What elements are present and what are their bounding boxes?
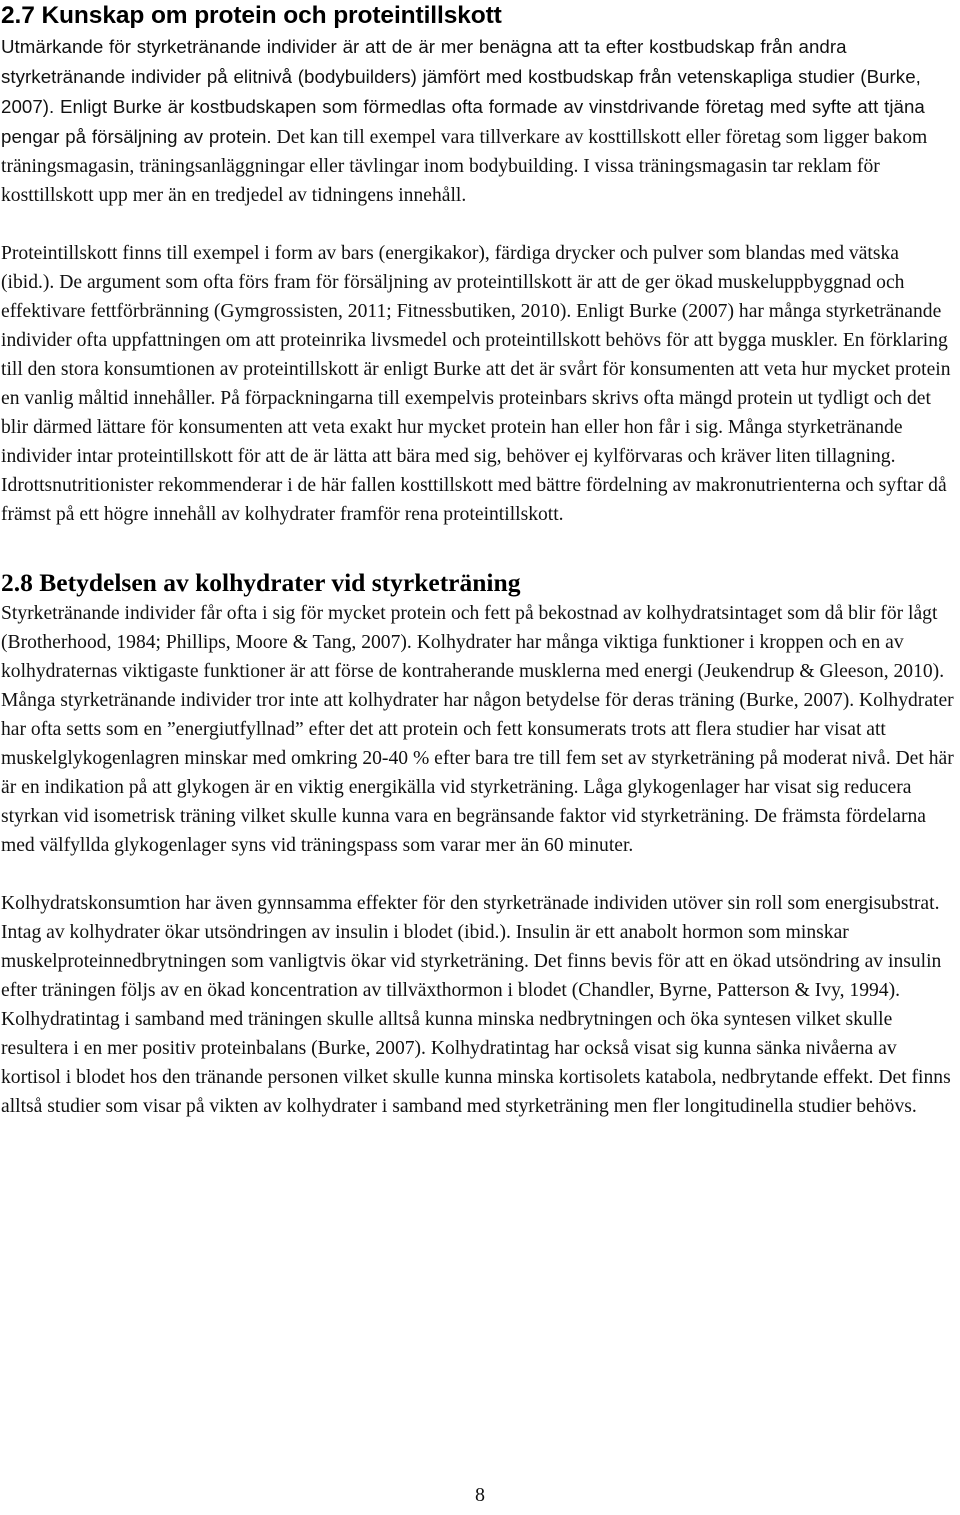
paragraph-protein-marketing-part-1: Utmärkande för styrketränande individer är att de är mer benägna att ta efter kostbudskap från andra styrketränande individer på elitnivå (bodybuilders) jämfört med kostbudskap från vetenskapliga studier (Burke, 2007). Enligt Burke är kostbudskapen som förmedlas ofta formade av vinstdrivande företag med syfte att tjäna pengar på försäljning av protein. [1,36,925,147]
paragraph-carbohydrate-importance: Styrketränande individer får ofta i sig för mycket protein och fett på bekostnad av kolhydratsintaget som då blir för lågt (Brotherhood, 1984; Phillips, Moore & Tang, 2007). Kolhydrater har många viktiga funktioner i kroppen och en av kolhydraternas viktigaste funktioner är att förse de kontraherande musklerna med energi (Jeukendrup & Gleeson, 2010). Många styrketränande individer tror inte att kolhydrater har någon betydelse för deras träning (Burke, 2007). Kolhydrater har ofta setts som en ”energiutfyllnad” efter det att protein och fett konsumerats trots att flera studier har visat att muskelglykogenlagren minskar med omkring 20-40 % efter bara tre till fem set av styrketräning på moderat nivå. Det här är en indikation på att glykogen är en viktig energikälla vid styrketräning. Låga glykogenlager har visat sig reducera styrkan vid isometrisk träning vilket skulle kunna vara en begränsande faktor vid styrketräning. De främsta fördelarna med välfyllda glykogenlager syns vid träningspass som varar mer än 60 minuter. [1,603,954,856]
section-heading-carbohydrates: 2.8 Betydelsen av kolhydrater vid styrketräning [1,568,521,597]
paragraph-protein-supplements: Proteintillskott finns till exempel i form av bars (energikakor), färdiga drycker och pulver som blandas med vätska (ibid.). De argument som ofta förs fram för försäljning av proteintillskott är att de ger ökad muskeluppbyggnad och effektivare fettförbränning (Gymgrossisten, 2011; Fitnessbutiken, 2010). Enligt Burke (2007) har många styrketränande individer ofta uppfattningen om att proteinrika livsmedel och proteintillskott behövs för att bygga muskler. En förklaring till den stora konsumtionen av proteintillskott är enligt Burke att det är svårt för konsumenten att veta hur mycket protein en vanlig måltid innehåller. På förpackningarna till exempelvis proteinbars skrivs ofta mängd protein ut tydligt och det blir därmed lättare för konsumenten att veta exakt hur mycket protein han eller hon får i sig. Många styrketränande individer intar proteintillskott för att de är lätta att bära med sig, behöver ej kylförvaras och kräver liten tillagning. Idrottsnutritionister rekommenderar i de här fallen kosttillskott med bättre fördelning av makronutrienterna och syftar då främst på ett högre innehåll av kolhydrater framför rena proteintillskott. [1,243,951,525]
paragraph-carbohydrate-effects: Kolhydratskonsumtion har även gynnsamma effekter för den styrketränade individen utöver sin roll som energisubstrat. Intag av kolhydrater ökar utsöndringen av insulin i blodet (ibid.). Insulin är ett anabolt hormon som minskar muskelproteinnedbrytningen som vanligtvis ökar vid styrketräning. Det finns bevis för att en ökad utsöndring av insulin efter träningen följs av en ökad koncentration av tillväxthormon i blodet (Chandler, Byrne, Patterson & Ivy, 1994). Kolhydratintag i samband med träningen skulle alltså kunna minska nedbrytningen och öka syntesen vilket skulle resultera i en mer positiv proteinbalans (Burke, 2007). Kolhydratintag har också visat sig kunna sänka nivåerna av kortisol i blodet hos den tränande personen vilket skulle kunna minska kortisolets katabola, nedbrytande effekt. Det finns alltså studier som visar på vikten av kolhydrater i samband med styrketräning men fler longitudinella studier behövs. [1,893,951,1117]
section-heading-protein-knowledge: 2.7 Kunskap om protein och proteintillskott [1,2,502,29]
paragraph-protein-marketing-part-2: Det kan till exempel vara tillverkare av kosttillskott eller företag som ligger bakom träningsmagasin, träningsanläggningar eller tävlingar inom bodybuilding. I vissa träningsmagasin tar reklam för kosttillskott upp mer än en tredjedel av tidningens innehåll. [1,127,928,206]
page-number: 8 [475,1484,485,1506]
paragraph-protein-marketing [1,32,957,210]
